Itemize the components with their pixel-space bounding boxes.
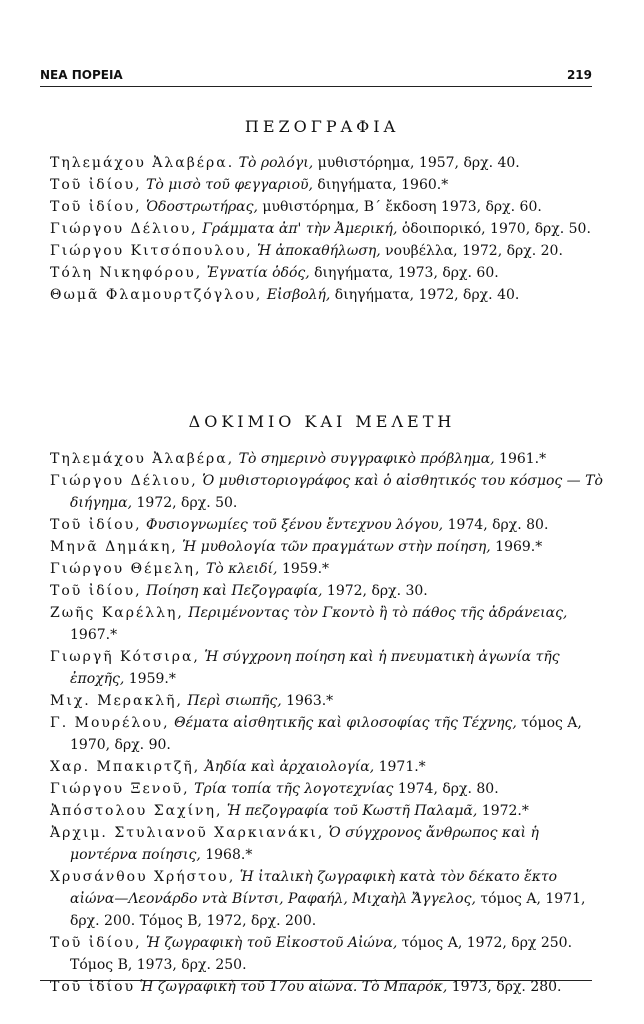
entry-details: τόμος Α, 1970, δρχ. 90. xyxy=(70,715,582,753)
entry-author: Γιώργου Ξενοῦ, xyxy=(50,781,190,797)
bibliography-entry xyxy=(50,866,605,932)
entry-author: Τοῦ ἰδίου xyxy=(50,979,136,995)
bibliography-entry xyxy=(50,514,605,536)
entry-title: Ὁ μυθιστοριογράφος καὶ ὁ αἰσθητικός του κόσμος — Τὸ διήγημα, xyxy=(70,473,603,511)
entry-details: 1961.* xyxy=(494,451,547,467)
entry-details: 1967.* xyxy=(70,627,118,643)
entry-author: Γιώργου Δέλιου, xyxy=(50,473,198,489)
entry-details: ὁδοιπορικό, 1970, δρχ. 50. xyxy=(397,221,591,237)
entry-author: Τοῦ ἰδίου, xyxy=(50,199,142,215)
entry-author: Γιωργῆ Κότσιρα, xyxy=(50,649,200,665)
entry-title: Ἡ πεζογραφία τοῦ Κωστῆ Παλαμᾶ, xyxy=(226,803,478,819)
entry-author: Τοῦ ἰδίου, xyxy=(50,177,142,193)
bibliography-entry xyxy=(50,932,605,976)
entry-title: Ἡ μυθολογία τῶν πραγμάτων στὴν ποίηση, xyxy=(182,539,491,555)
entry-details: 1972.* xyxy=(477,803,529,819)
entry-author: Ἀρχιμ. Στυλιανοῦ Χαρκιανάκι, xyxy=(50,825,325,841)
entry-title: Τὸ σημερινὸ συγγραφικὸ πρόβλημα, xyxy=(238,451,495,467)
entry-details: 1971.* xyxy=(374,759,426,775)
bibliography-entry xyxy=(50,690,605,712)
entry-title: Ἡ ζωγραφικὴ τοῦ Εἰκοστοῦ Αἰώνα, xyxy=(145,935,398,951)
bibliography-entry xyxy=(50,262,605,284)
bibliography-entry xyxy=(50,218,605,240)
entry-details: 1972, δρχ. 30. xyxy=(322,583,428,599)
running-header xyxy=(40,64,592,87)
entry-title: Φυσιογνωμίες τοῦ ξένου ἔντεχνου λόγου, xyxy=(145,517,444,533)
entry-author: Γ. Μουρέλου, xyxy=(50,715,170,731)
entry-author: Γιώργου Δέλιου, xyxy=(50,221,198,237)
entry-details: τόμος Α, 1971, δρχ. 200. Τόμος Β, 1972, δρχ. 200. xyxy=(70,891,586,929)
bibliography-entry xyxy=(50,580,605,602)
bibliography-entry xyxy=(50,756,605,778)
bibliography-entry xyxy=(50,602,605,646)
entry-details: 1968.* xyxy=(200,847,253,863)
entry-title: Ὁδοστρωτήρας, xyxy=(145,199,258,215)
entry-details: μυθιστόρημα, 1957, δρχ. 40. xyxy=(313,155,520,171)
entry-author: Θωμᾶ Φλαμουρτζόγλου, xyxy=(50,287,263,303)
section-title-essay: ΔΟΚΙΜΙΟ ΚΑΙ ΜΕΛΕΤΗ xyxy=(188,412,456,431)
bottom-rule xyxy=(40,980,592,981)
bibliography-entry xyxy=(50,470,605,514)
entry-details: τόμος Α, 1972, δρχ 250. Τόμος Β, 1973, δρχ. 250. xyxy=(70,935,573,973)
bibliography-entry xyxy=(50,196,605,218)
bibliography-entry xyxy=(50,712,605,756)
bibliography-entry xyxy=(50,174,605,196)
section-title-prose: ΠΕΖΟΓΡΑΦΙΑ xyxy=(244,117,400,136)
entry-title: Γράμματα ἀπ' τὴν Ἀμερική, xyxy=(202,221,398,237)
entry-author: Τηλεμάχου Ἀλαβέρα. xyxy=(50,155,235,171)
prose-entries xyxy=(50,152,605,306)
entry-details: 1963.* xyxy=(281,693,334,709)
entry-details: διηγήματα, 1960.* xyxy=(312,177,449,193)
entry-title: Εἰσβολή, xyxy=(266,287,331,303)
entry-details: 1969.* xyxy=(490,539,543,555)
bibliography-entry xyxy=(50,240,605,262)
entry-title: Τρία τοπία τῆς λογοτεχνίας xyxy=(194,781,394,797)
essay-entries xyxy=(50,448,605,998)
entry-title: Τὸ μισὸ τοῦ φεγγαριοῦ, xyxy=(145,177,313,193)
bibliography-entry xyxy=(50,800,605,822)
bibliography-entry xyxy=(50,646,605,690)
entry-details: 1959.* xyxy=(124,671,176,687)
entry-details: 1959.* xyxy=(277,561,330,577)
entry-title: Ἐγνατία ὁδός, xyxy=(206,265,310,281)
bibliography-entry xyxy=(50,778,605,800)
entry-details: μυθιστόρημα, Β΄ ἔκδοση 1973, δρχ. 60. xyxy=(257,199,542,215)
entry-title: Περὶ σιωπῆς, xyxy=(187,693,282,709)
entry-title: Ἡ ζωγραφικὴ τοῦ 17ου αἰώνα. Τὸ Μπαρόκ, xyxy=(139,979,448,995)
entry-title: Περιμένοντας τὸν Γκοντὸ ἢ τὸ πάθος τῆς ἀδράνειας, xyxy=(188,605,568,621)
entry-title: Τὸ κλειδί, xyxy=(205,561,278,577)
entry-details: 1973, δρχ. 280. xyxy=(447,979,562,995)
page-number: 219 xyxy=(566,68,592,82)
entry-author: Γιώργου Κιτσόπουλου, xyxy=(50,243,253,259)
entry-title: Θέματα αἰσθητικῆς καὶ φιλοσοφίας τῆς Τέχνης, xyxy=(174,715,517,731)
entry-author: Τοῦ ἰδίου, xyxy=(50,517,142,533)
entry-title: Ἡ ἀποκαθήλωση, xyxy=(257,243,381,259)
bibliography-entry xyxy=(50,448,605,470)
entry-title: Ἡ ἰταλικὴ ζωγραφικὴ κατὰ τὸν δέκατο ἕκτο αἰώνα—Λεονάρδο ντὰ Βίντσι, Ραφαήλ, Μιχαὴλ Ἄγγελος, xyxy=(70,869,558,907)
entry-details: διηγήματα, 1972, δρχ. 40. xyxy=(330,287,520,303)
entry-details: 1974, δρχ. 80. xyxy=(393,781,499,797)
bibliography-entry xyxy=(50,284,605,306)
entry-author: Τηλεμάχου Ἀλαβέρα, xyxy=(50,451,235,467)
entry-author: Μιχ. Μερακλῆ, xyxy=(50,693,183,709)
entry-details: 1972, δρχ. 50. xyxy=(132,495,238,511)
entry-title: Ἡ σύγχρονη ποίηση καὶ ἡ πνευματικὴ ἀγωνία τῆς ἐποχῆς, xyxy=(70,649,560,687)
entry-details: νουβέλλα, 1972, δρχ. 20. xyxy=(380,243,563,259)
entry-author: Ζωῆς Καρέλλη, xyxy=(50,605,184,621)
entry-author: Γιώργου Θέμελη, xyxy=(50,561,202,577)
entry-author: Χρυσάνθου Χρήστου, xyxy=(50,869,236,885)
journal-title: ΝΕΑ ΠΟΡΕΙΑ xyxy=(40,68,123,82)
bibliography-entry xyxy=(50,152,605,174)
entry-author: Τόλη Νικηφόρου, xyxy=(50,265,203,281)
entry-title: Ποίηση καὶ Πεζογραφία, xyxy=(145,583,323,599)
entry-details: 1974, δρχ. 80. xyxy=(443,517,549,533)
entry-title: Ὁ σύγχρονος ἄνθρωπος καὶ ἡ μοντέρνα ποίησις, xyxy=(70,825,539,863)
entry-author: Τοῦ ἰδίου, xyxy=(50,935,142,951)
entry-author: Μηνᾶ Δημάκη, xyxy=(50,539,178,555)
entry-title: Τὸ ρολόγι, xyxy=(238,155,314,171)
bibliography-entry xyxy=(50,536,605,558)
bibliography-entry xyxy=(50,558,605,580)
entry-author: Ἀπόστολου Σαχίνη, xyxy=(50,803,223,819)
entry-author: Τοῦ ἰδίου, xyxy=(50,583,142,599)
entry-details: διηγήματα, 1973, δρχ. 60. xyxy=(309,265,499,281)
entry-title: Ἀηδία καὶ ἀρχαιολογία, xyxy=(204,759,375,775)
bibliography-entry xyxy=(50,822,605,866)
entry-author: Χαρ. Μπακιρτζῆ, xyxy=(50,759,201,775)
